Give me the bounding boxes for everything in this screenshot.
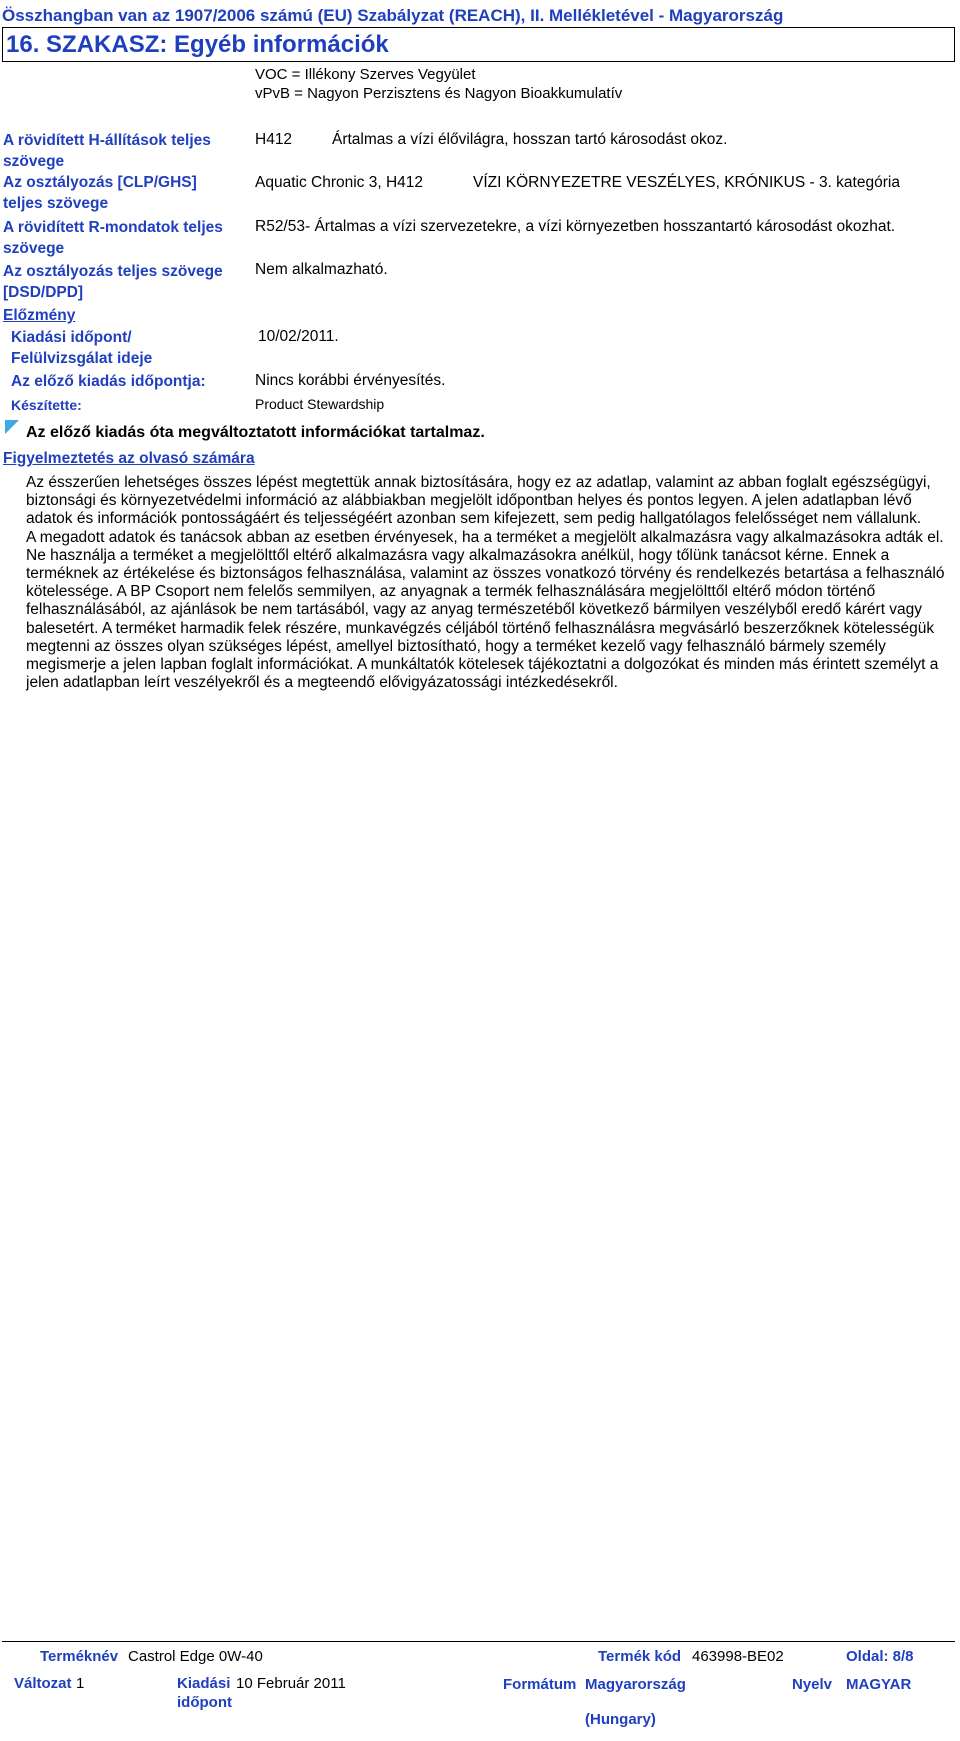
prepared-by-label: Készítette: xyxy=(11,397,82,413)
r-phrases-text: R52/53- Ártalmas a vízi szervezetekre, a vízi környezetben hosszantartó károsodást okozhat. xyxy=(255,218,896,235)
clp-classification-label: Az osztályozás [CLP/GHS] teljes szövege xyxy=(3,174,197,212)
previous-issue-value: Nincs korábbi érvényesítés. xyxy=(255,372,446,389)
issue-date-label: Kiadási időpont/ Felülvizsgálat ideje xyxy=(11,329,153,367)
footer-version-value: 1 xyxy=(76,1675,85,1692)
clp-classification-code: Aquatic Chronic 3, H412 xyxy=(255,174,424,191)
changed-info-triangle-icon xyxy=(5,420,19,434)
footer-format-value: Magyarország xyxy=(585,1676,686,1693)
section-title: 16. SZAKASZ: Egyéb információk xyxy=(6,31,389,58)
footer-language-value: MAGYAR xyxy=(846,1676,912,1693)
issue-date-value: 10/02/2011. xyxy=(258,328,339,345)
footer-version-label: Változat xyxy=(14,1675,72,1692)
notice-body xyxy=(26,474,946,692)
footer-language-label: Nyelv xyxy=(792,1676,833,1693)
footer-product-name-label: Terméknév xyxy=(40,1648,119,1665)
footer-product-name-value: Castrol Edge 0W-40 xyxy=(128,1648,263,1665)
notice-heading: Figyelmeztetés az olvasó számára xyxy=(3,450,255,467)
regulation-banner: Összhangban van az 1907/2006 számú (EU) Szabályzat (REACH), II. Mellékletével - Magyarország xyxy=(2,6,784,25)
changed-info-note: Az előző kiadás óta megváltoztatott információkat tartalmaz. xyxy=(26,424,485,441)
footer-product-code-value: 463998-BE02 xyxy=(692,1648,784,1665)
notice-paragraph: Az ésszerűen lehetséges összes lépést megtettük annak biztosítására, hogy ez az adatlap, valamint az abban foglalt egészségügyi, biztonsági és környezetvédelmi információ az alábbiakban megjelölt időpontban helyes és pontos legyen. A jelen adatlapban lévő adatok és információk pontosságáért és teljességéért azonban sem kifejezett, sem pedig hallgatólagos felelősséget nem vállalunk. xyxy=(26,474,931,528)
dsd-classification-label: Az osztályozás teljes szövege [DSD/DPD] xyxy=(3,263,223,301)
footer-product-code-label: Termék kód xyxy=(598,1648,682,1665)
footer-format-label: Formátum xyxy=(503,1676,577,1693)
h-statements-label: A rövidített H-állítások teljes szövege xyxy=(3,132,211,170)
r-phrases-label: A rövidített R-mondatok teljes szövege xyxy=(3,219,223,257)
prepared-by-value: Product Stewardship xyxy=(255,396,385,412)
abbrev-vpvb: vPvB = Nagyon Perzisztens és Nagyon Bioakkumulatív xyxy=(255,85,623,102)
footer-issue-date-value: 10 Február 2011 xyxy=(236,1675,346,1692)
footer-format-value-2: (Hungary) xyxy=(585,1711,656,1728)
footer-issue-date-label: Kiadási xyxy=(177,1675,231,1692)
previous-issue-label: Az előző kiadás időpontja: xyxy=(11,373,206,390)
footer-divider xyxy=(2,1641,955,1642)
abbrev-voc: VOC = Illékony Szerves Vegyület xyxy=(255,66,476,83)
history-heading: Előzmény xyxy=(3,307,76,324)
footer-issue-date-label-2: időpont xyxy=(177,1694,232,1711)
dsd-classification-text: Nem alkalmazható. xyxy=(255,261,388,278)
notice-paragraph: A megadott adatok és tanácsok abban az esetben érvényesek, ha a terméket a megjelölt alkalmazásra vagy alkalmazásokra adták el. Ne használja a terméket a megjelölttől eltérő alkalmazásra vagy alkalmazásokra anélkül, hogy tőlünk tanácsot kérne. Ennek a terméknek az értékelése és biztonságos felhasználása, valamint az összes vonatkozó törvény és rendelkezés betartása a felhasználó kötelessége. A BP Csoport nem felelős semmilyen, az anyagnak a termék felhasználására megjelölttől eltérő módon történő felhasználásából, az ajánlások be nem tartásából, vagy az anyag természetéből következő bármilyen veszélyből eredő kárért vagy balesetért. A terméket harmadik felek részére, munkavégzés céljából történő felhasználásra megvásárló beszerzőknek kötelességük megtenni az összes olyan szükséges lépést, amellyel biztosítható, hogy a terméket kezelő vagy felhasználó bármely személy megismerje a jelen lapban foglalt információkat. A munkáltatók kötelesek tájékoztatni a dolgozókat és minden más érintett személyt a jelen adatlapban leírt veszélyekről és a megteendő elővigyázatossági intézkedésekről. xyxy=(26,528,945,692)
h-statement-code: H412 xyxy=(255,131,293,148)
h-statement-text: Ártalmas a vízi élővilágra, hosszan tartó károsodást okoz. xyxy=(332,131,728,148)
clp-classification-text: VÍZI KÖRNYEZETRE VESZÉLYES, KRÓNIKUS - 3. kategória xyxy=(473,174,900,191)
footer-page-number: Oldal: 8/8 xyxy=(846,1648,914,1665)
